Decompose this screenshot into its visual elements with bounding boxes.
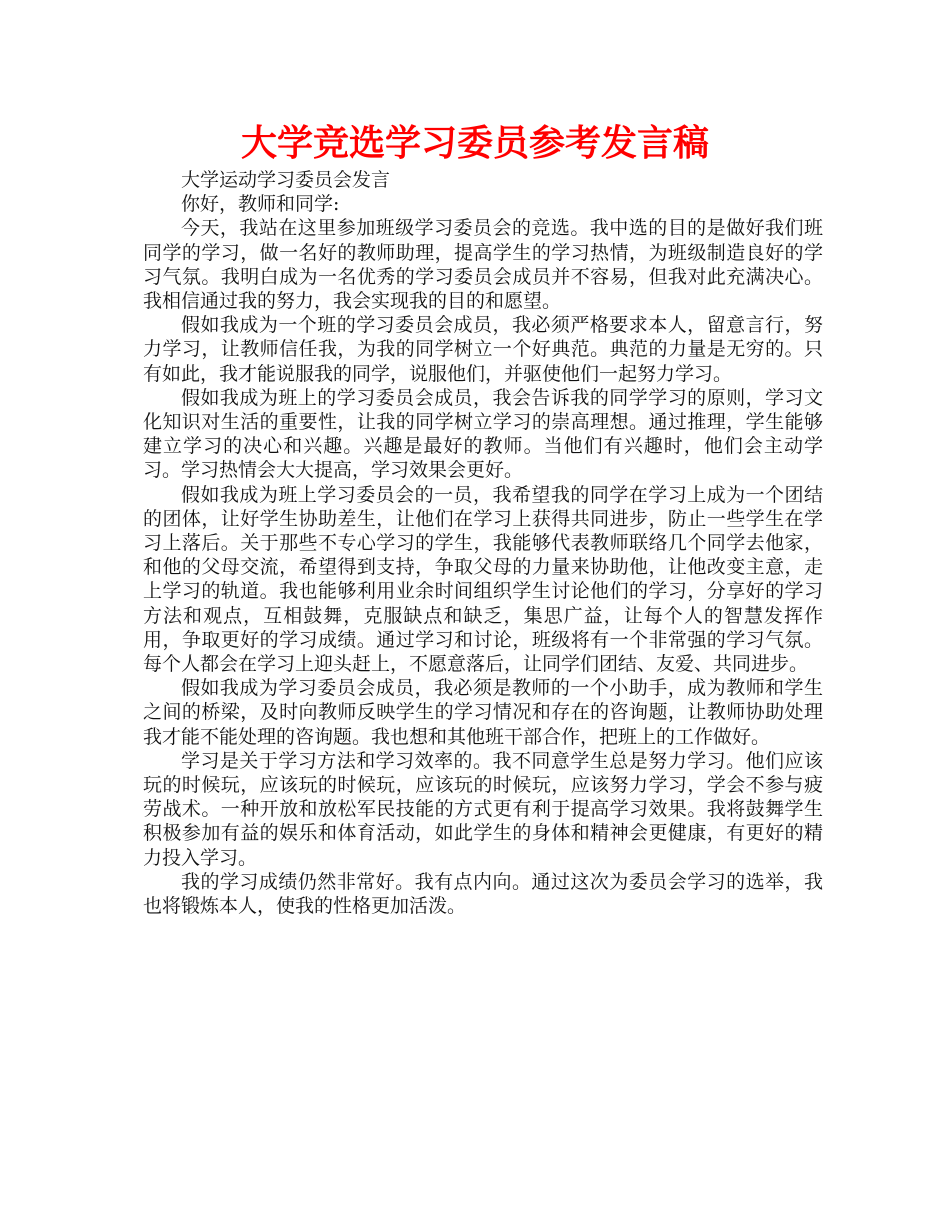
speech-heading-line: 大学运动学习委员会发言 [181, 169, 391, 191]
paragraph: 今天，我站在这里参加班级学习委员会的竞选。我中选的目的是做好我们班同学的学习，做一名好的教师助理，提高学生的学习热情，为班级制造良好的学习气氛。我明白成为一名优秀的学习委员会成员并不容易，但我对此充满决心。我相信通过我的努力，我会实现我的目的和愿望。 [143, 217, 823, 313]
document-title: 大学竞选学习委员参考发言稿 [240, 123, 709, 164]
paragraph: 假如我成为一个班的学习委员会成员，我必须严格要求本人，留意言行，努力学习，让教师信任我，为我的同学树立一个好典范。典范的力量是无穷的。只有如此，我才能说服我的同学，说服他们，并驱使他们一起努力学习。 [143, 314, 823, 385]
closing-paragraph: 我的学习成绩仍然非常好。我有点内向。通过这次为委员会学习的选举，我也将锻炼本人，使我的性格更加活泼。 [143, 870, 823, 918]
paragraph: 假如我成为班上学习委员会的一员，我希望我的同学在学习上成为一个团结的团体，让好学生协助差生，让他们在学习上获得共同进步，防止一些学生在学习上落后。关于那些不专心学习的学生，我能够代表教师联络几个同学去他家，和他的父母交流，希望得到支持，争取父母的力量来协助他，让他改变主意，走上学习的轨道。我也能够利用业余时间组织学生讨论他们的学习，分享好的学习方法和观点，互相鼓舞，克服缺点和缺乏，集思广益，让每个人的智慧发挥作用，争取更好的学习成绩。通过学习和讨论，班级将有一个非常强的学习气氛。每个人都会在学习上迎头赶上，不愿意落后，让同学们团结、友爱、共同进步。 [143, 483, 823, 676]
greeting-line: 你好，教师和同学: [181, 193, 340, 216]
paragraph: 学习是关于学习方法和学习效率的。我不同意学生总是努力学习。他们应该玩的时候玩，应该玩的时候玩，应该玩的时候玩，应该努力学习，学会不参与疲劳战术。一种开放和放松军民技能的方式更有利于提高学习效果。我将鼓舞学生积极参加有益的娱乐和体育活动，如此学生的身体和精神会更健康，有更好的精力投入学习。 [143, 749, 823, 869]
paragraph: 假如我成为班上的学习委员会成员，我会告诉我的同学学习的原则，学习文化知识对生活的重要性，让我的同学树立学习的崇高理想。通过推理，学生能够建立学习的决心和兴趣。兴趣是最好的教师。当他们有兴趣时，他们会主动学习。学习热情会大大提高，学习效果会更好。 [143, 386, 823, 482]
paragraph: 假如我成为学习委员会成员，我必须是教师的一个小助手，成为教师和学生之间的桥梁，及时向教师反映学生的学习情况和存在的咨询题，让教师协助处理我才能不能处理的咨询题。我也想和其他班干部合作，把班上的工作做好。 [143, 677, 823, 748]
document-body [143, 168, 823, 918]
